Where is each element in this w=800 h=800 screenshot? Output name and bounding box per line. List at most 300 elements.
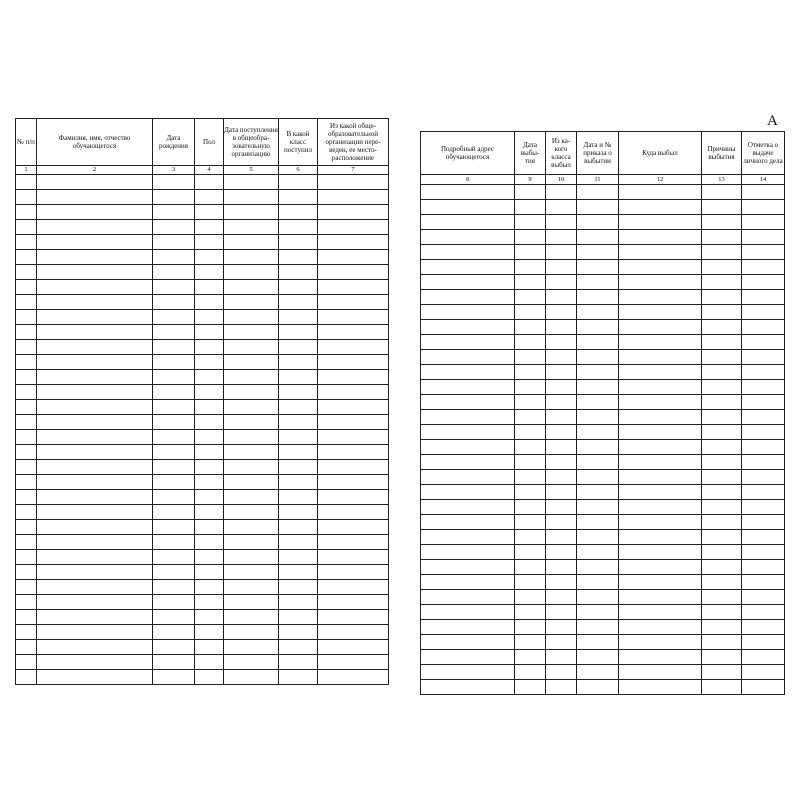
table-cell — [37, 445, 153, 460]
right-column-numbers-row — [421, 175, 785, 185]
table-cell — [16, 205, 37, 220]
table-cell — [318, 175, 389, 190]
table-cell — [421, 650, 515, 665]
table-cell — [702, 680, 742, 695]
table-cell — [195, 325, 224, 340]
table-cell — [37, 310, 153, 325]
table-cell — [224, 295, 279, 310]
table-cell — [577, 230, 619, 245]
table-cell — [37, 430, 153, 445]
table-cell — [546, 515, 577, 530]
table-cell — [577, 590, 619, 605]
table-cell — [318, 265, 389, 280]
table-row — [421, 410, 785, 425]
table-cell — [224, 550, 279, 565]
table-cell — [421, 470, 515, 485]
table-cell — [195, 430, 224, 445]
table-cell — [515, 575, 546, 590]
table-cell — [515, 230, 546, 245]
table-cell — [224, 340, 279, 355]
table-cell — [16, 490, 37, 505]
table-cell — [37, 595, 153, 610]
header-address: Подробный адрес обучающегося — [421, 132, 515, 175]
table-cell — [37, 415, 153, 430]
table-row — [16, 505, 389, 520]
table-cell — [195, 550, 224, 565]
table-cell — [224, 400, 279, 415]
table-cell — [16, 550, 37, 565]
table-cell — [195, 490, 224, 505]
table-cell — [421, 665, 515, 680]
table-row — [16, 355, 389, 370]
table-cell — [546, 425, 577, 440]
table-cell — [421, 215, 515, 230]
table-cell — [619, 620, 702, 635]
table-cell — [515, 650, 546, 665]
table-cell — [619, 635, 702, 650]
table-cell — [546, 350, 577, 365]
table-cell — [224, 625, 279, 640]
table-cell — [577, 665, 619, 680]
table-cell — [577, 515, 619, 530]
table-cell — [318, 610, 389, 625]
table-cell — [153, 520, 195, 535]
table-cell — [37, 175, 153, 190]
table-cell — [619, 290, 702, 305]
table-cell — [153, 490, 195, 505]
table-cell — [279, 400, 318, 415]
table-cell — [515, 185, 546, 200]
table-cell — [279, 265, 318, 280]
table-cell — [37, 250, 153, 265]
table-cell — [702, 500, 742, 515]
table-cell — [37, 205, 153, 220]
table-cell — [153, 580, 195, 595]
table-cell — [702, 560, 742, 575]
table-cell — [195, 415, 224, 430]
table-cell — [742, 455, 785, 470]
table-row — [16, 370, 389, 385]
table-cell — [546, 575, 577, 590]
table-row — [421, 455, 785, 470]
table-cell — [619, 500, 702, 515]
table-cell — [153, 610, 195, 625]
table-cell — [279, 250, 318, 265]
table-cell — [195, 640, 224, 655]
table-cell — [16, 625, 37, 640]
table-row — [16, 490, 389, 505]
table-cell — [279, 205, 318, 220]
table-cell — [577, 410, 619, 425]
table-cell — [318, 385, 389, 400]
table-row — [421, 185, 785, 200]
table-cell — [421, 530, 515, 545]
table-cell — [577, 320, 619, 335]
table-cell — [279, 190, 318, 205]
table-cell — [702, 275, 742, 290]
table-cell — [195, 460, 224, 475]
column-number: 2 — [37, 166, 153, 175]
table-row — [421, 530, 785, 545]
table-cell — [702, 230, 742, 245]
table-cell — [195, 235, 224, 250]
table-cell — [279, 595, 318, 610]
table-cell — [195, 610, 224, 625]
table-row — [16, 310, 389, 325]
table-cell — [546, 380, 577, 395]
table-cell — [515, 635, 546, 650]
table-cell — [318, 670, 389, 685]
table-row — [16, 640, 389, 655]
table-cell — [546, 185, 577, 200]
table-cell — [742, 275, 785, 290]
table-row — [421, 305, 785, 320]
table-cell — [515, 275, 546, 290]
table-cell — [37, 385, 153, 400]
table-cell — [224, 190, 279, 205]
table-cell — [421, 245, 515, 260]
table-cell — [619, 320, 702, 335]
table-cell — [279, 295, 318, 310]
table-row — [16, 445, 389, 460]
table-cell — [153, 175, 195, 190]
table-cell — [619, 650, 702, 665]
table-row — [16, 235, 389, 250]
table-cell — [279, 340, 318, 355]
table-cell — [577, 425, 619, 440]
header-admitted-class: В какой класс поступил — [279, 119, 318, 166]
table-cell — [742, 185, 785, 200]
table-cell — [619, 455, 702, 470]
table-row — [16, 475, 389, 490]
table-cell — [515, 560, 546, 575]
table-cell — [224, 355, 279, 370]
table-cell — [515, 260, 546, 275]
table-cell — [37, 355, 153, 370]
table-cell — [153, 310, 195, 325]
table-cell — [37, 550, 153, 565]
table-cell — [153, 670, 195, 685]
table-row — [421, 395, 785, 410]
table-cell — [577, 215, 619, 230]
table-cell — [37, 640, 153, 655]
table-cell — [16, 355, 37, 370]
table-cell — [318, 325, 389, 340]
table-row — [421, 515, 785, 530]
table-cell — [16, 295, 37, 310]
table-cell — [318, 370, 389, 385]
table-cell — [318, 520, 389, 535]
table-cell — [37, 655, 153, 670]
table-row — [16, 460, 389, 475]
table-cell — [318, 625, 389, 640]
table-cell — [421, 380, 515, 395]
table-cell — [37, 580, 153, 595]
table-cell — [195, 445, 224, 460]
table-cell — [515, 485, 546, 500]
table-cell — [702, 260, 742, 275]
table-cell — [153, 505, 195, 520]
table-cell — [153, 550, 195, 565]
table-cell — [421, 365, 515, 380]
table-cell — [318, 460, 389, 475]
table-cell — [742, 200, 785, 215]
table-cell — [279, 625, 318, 640]
column-number: 9 — [515, 175, 546, 185]
table-cell — [421, 620, 515, 635]
table-cell — [224, 520, 279, 535]
table-cell — [546, 500, 577, 515]
table-cell — [153, 430, 195, 445]
table-cell — [153, 445, 195, 460]
table-cell — [279, 280, 318, 295]
table-cell — [279, 580, 318, 595]
table-cell — [742, 395, 785, 410]
table-cell — [702, 245, 742, 260]
header-file-issued: Отметка о выдаче личного дела — [742, 132, 785, 175]
table-cell — [577, 455, 619, 470]
table-cell — [37, 280, 153, 295]
table-cell — [546, 320, 577, 335]
table-cell — [279, 655, 318, 670]
table-cell — [195, 385, 224, 400]
table-cell — [577, 560, 619, 575]
table-cell — [224, 670, 279, 685]
table-cell — [224, 310, 279, 325]
table-row — [16, 340, 389, 355]
column-number: 1 — [16, 166, 37, 175]
column-number: 5 — [224, 166, 279, 175]
table-cell — [742, 605, 785, 620]
table-cell — [279, 490, 318, 505]
table-cell — [153, 565, 195, 580]
table-cell — [577, 575, 619, 590]
table-cell — [16, 535, 37, 550]
table-cell — [318, 490, 389, 505]
table-cell — [153, 235, 195, 250]
table-cell — [318, 355, 389, 370]
table-cell — [577, 680, 619, 695]
table-cell — [619, 680, 702, 695]
table-cell — [195, 220, 224, 235]
table-cell — [702, 515, 742, 530]
table-cell — [224, 580, 279, 595]
table-cell — [224, 385, 279, 400]
table-cell — [153, 415, 195, 430]
table-cell — [195, 580, 224, 595]
table-cell — [318, 580, 389, 595]
table-cell — [195, 340, 224, 355]
table-cell — [515, 515, 546, 530]
table-cell — [318, 310, 389, 325]
table-cell — [702, 485, 742, 500]
table-cell — [546, 395, 577, 410]
table-cell — [515, 590, 546, 605]
table-cell — [224, 265, 279, 280]
table-cell — [577, 305, 619, 320]
table-cell — [195, 190, 224, 205]
table-cell — [742, 380, 785, 395]
left-column-numbers-row — [16, 166, 389, 175]
table-cell — [619, 215, 702, 230]
table-cell — [195, 250, 224, 265]
table-cell — [515, 320, 546, 335]
table-cell — [515, 665, 546, 680]
table-cell — [577, 485, 619, 500]
table-cell — [546, 290, 577, 305]
table-cell — [153, 370, 195, 385]
table-cell — [153, 340, 195, 355]
table-cell — [318, 205, 389, 220]
table-cell — [37, 610, 153, 625]
table-cell — [742, 215, 785, 230]
table-cell — [515, 290, 546, 305]
table-cell — [421, 410, 515, 425]
table-cell — [224, 205, 279, 220]
table-cell — [279, 640, 318, 655]
table-cell — [16, 640, 37, 655]
table-cell — [619, 335, 702, 350]
table-cell — [37, 190, 153, 205]
table-cell — [742, 500, 785, 515]
table-cell — [16, 475, 37, 490]
table-cell — [421, 605, 515, 620]
table-cell — [318, 415, 389, 430]
table-row — [16, 190, 389, 205]
table-cell — [37, 340, 153, 355]
table-cell — [153, 265, 195, 280]
table-row — [421, 320, 785, 335]
table-cell — [224, 250, 279, 265]
table-cell — [37, 565, 153, 580]
table-row — [16, 265, 389, 280]
table-cell — [16, 340, 37, 355]
table-row — [16, 400, 389, 415]
table-cell — [577, 245, 619, 260]
table-cell — [224, 325, 279, 340]
table-cell — [515, 425, 546, 440]
column-number: 13 — [702, 175, 742, 185]
table-cell — [16, 235, 37, 250]
table-cell — [318, 550, 389, 565]
table-row — [16, 250, 389, 265]
table-row — [421, 425, 785, 440]
table-cell — [421, 275, 515, 290]
table-cell — [546, 410, 577, 425]
table-cell — [195, 265, 224, 280]
table-row — [16, 565, 389, 580]
table-cell — [279, 670, 318, 685]
table-cell — [742, 620, 785, 635]
table-cell — [37, 235, 153, 250]
table-cell — [153, 280, 195, 295]
table-row — [16, 610, 389, 625]
table-cell — [224, 415, 279, 430]
table-cell — [619, 365, 702, 380]
table-row — [421, 680, 785, 695]
table-cell — [742, 350, 785, 365]
table-cell — [546, 335, 577, 350]
table-cell — [515, 605, 546, 620]
right-register-table — [420, 131, 785, 695]
table-row — [421, 200, 785, 215]
table-cell — [546, 590, 577, 605]
table-cell — [37, 475, 153, 490]
table-cell — [577, 335, 619, 350]
table-cell — [16, 400, 37, 415]
table-cell — [742, 410, 785, 425]
table-cell — [619, 515, 702, 530]
table-cell — [224, 460, 279, 475]
table-cell — [318, 400, 389, 415]
table-cell — [515, 620, 546, 635]
table-cell — [153, 460, 195, 475]
table-cell — [37, 220, 153, 235]
table-cell — [421, 320, 515, 335]
table-cell — [546, 470, 577, 485]
table-cell — [742, 530, 785, 545]
table-cell — [421, 635, 515, 650]
table-cell — [318, 280, 389, 295]
table-cell — [546, 275, 577, 290]
table-cell — [37, 460, 153, 475]
table-cell — [421, 305, 515, 320]
table-row — [421, 650, 785, 665]
table-cell — [318, 235, 389, 250]
header-sex: Пол — [195, 119, 224, 166]
table-cell — [195, 400, 224, 415]
table-cell — [546, 560, 577, 575]
table-cell — [224, 370, 279, 385]
table-row — [16, 595, 389, 610]
table-cell — [515, 455, 546, 470]
table-cell — [318, 220, 389, 235]
table-cell — [546, 530, 577, 545]
table-cell — [153, 250, 195, 265]
table-cell — [153, 220, 195, 235]
table-cell — [279, 430, 318, 445]
table-cell — [742, 575, 785, 590]
table-cell — [16, 595, 37, 610]
table-cell — [619, 350, 702, 365]
table-cell — [515, 530, 546, 545]
table-cell — [515, 470, 546, 485]
table-row — [16, 220, 389, 235]
table-cell — [619, 605, 702, 620]
table-cell — [421, 290, 515, 305]
table-cell — [515, 305, 546, 320]
table-cell — [577, 605, 619, 620]
table-cell — [318, 250, 389, 265]
table-cell — [318, 190, 389, 205]
table-cell — [702, 470, 742, 485]
table-cell — [515, 395, 546, 410]
table-cell — [577, 530, 619, 545]
table-row — [421, 245, 785, 260]
table-cell — [702, 425, 742, 440]
table-cell — [619, 560, 702, 575]
table-cell — [515, 410, 546, 425]
table-row — [421, 620, 785, 635]
table-cell — [153, 625, 195, 640]
table-row — [421, 440, 785, 455]
table-cell — [577, 200, 619, 215]
table-cell — [619, 440, 702, 455]
table-cell — [421, 260, 515, 275]
table-cell — [546, 635, 577, 650]
table-cell — [16, 310, 37, 325]
table-cell — [546, 200, 577, 215]
